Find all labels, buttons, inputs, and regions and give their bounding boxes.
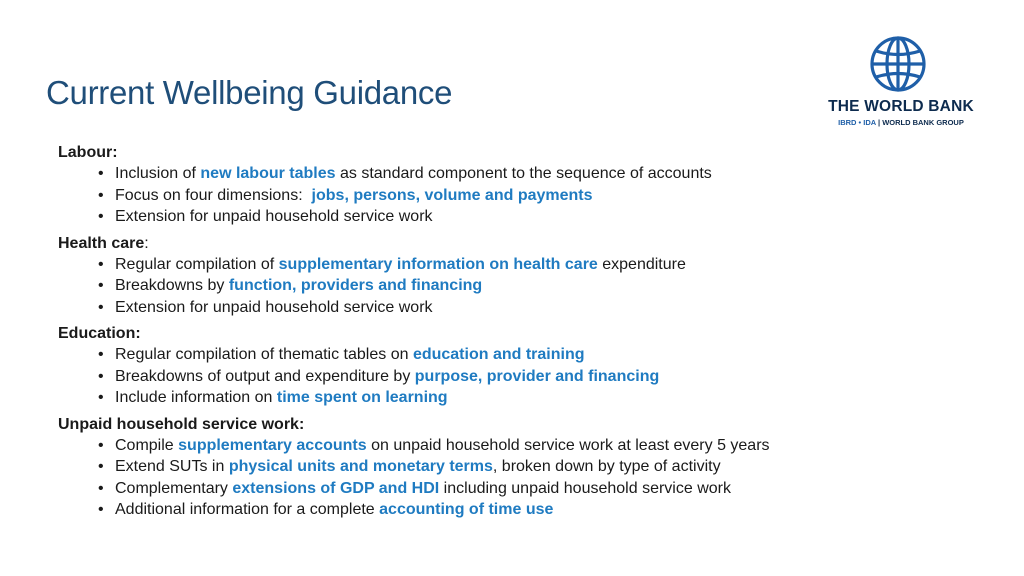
logo-sub-group: WORLD BANK GROUP — [882, 118, 964, 127]
list-item — [98, 163, 958, 185]
bullet-text: as standard component to the sequence of accounts — [335, 165, 712, 182]
bullet-highlight: extensions of GDP and HDI — [232, 479, 440, 497]
world-bank-logo — [816, 34, 986, 134]
list-item — [98, 499, 958, 521]
bullet-highlight: purpose, provider and financing — [414, 367, 660, 385]
section-heading-education — [58, 323, 958, 344]
list-item — [98, 206, 958, 228]
bullet-highlight: new labour tables — [200, 165, 336, 182]
list-item — [98, 185, 958, 207]
bullet-highlight: supplementary information on health care — [278, 255, 598, 273]
guidance-content — [58, 142, 958, 521]
bullet-highlight: accounting of time use — [379, 501, 554, 518]
bullet-highlight: education and training — [412, 346, 585, 363]
heading-colon: : — [144, 234, 149, 252]
bullet-highlight: physical units and monetary terms — [228, 458, 493, 475]
list-item — [98, 297, 958, 319]
bullet-highlight: supplementary accounts — [178, 436, 367, 454]
bullet-text: Regular compilation of thematic tables on — [115, 346, 413, 363]
heading-text: Labour: — [58, 144, 118, 161]
list-item — [98, 366, 958, 388]
list-item — [98, 478, 958, 500]
logo-subtitle — [816, 118, 986, 127]
list-item — [98, 344, 958, 366]
bullet-text: Breakdowns by — [115, 277, 229, 294]
bullet-list-labour — [58, 163, 958, 228]
bullet-text: on unpaid household service work at least every 5 years — [366, 436, 770, 454]
bullet-text: Complementary — [115, 479, 233, 497]
bullet-text: Additional information for a complete — [115, 501, 380, 518]
bullet-text: Focus on four dimensions: — [115, 186, 312, 204]
heading-text: Unpaid household service work: — [58, 415, 305, 433]
logo-wordmark: THE WORLD BANK — [828, 98, 974, 115]
bullet-text: Inclusion of — [115, 165, 201, 182]
page-title: Current Wellbeing Guidance — [46, 74, 453, 111]
section-heading-health-care — [58, 233, 958, 254]
logo-sub-ibrd: IBRD • IDA — [838, 118, 876, 127]
bullet-text: , broken down by type of activity — [492, 458, 721, 475]
list-item — [98, 254, 958, 276]
heading-text: Health care — [58, 234, 145, 252]
section-heading-unpaid-household-service-work — [58, 414, 958, 435]
bullet-list-education — [58, 344, 958, 409]
bullet-text: Include information on — [115, 389, 277, 406]
bullet-highlight: time spent on learning — [276, 389, 448, 406]
globe-icon — [868, 34, 928, 94]
bullet-text: including unpaid household service work — [439, 479, 731, 497]
heading-text: Education: — [58, 325, 141, 342]
bullet-text: Regular compilation of — [115, 255, 279, 273]
bullet-list-health-care — [58, 254, 958, 319]
bullet-text: Extension for unpaid household service work — [115, 298, 433, 316]
logo-sub-separator: | — [875, 118, 883, 127]
list-item — [98, 275, 958, 297]
list-item — [98, 435, 958, 457]
bullet-text: Compile — [115, 436, 179, 454]
bullet-list-unpaid-household-service-work — [58, 435, 958, 521]
bullet-highlight: function, providers and financing — [228, 277, 483, 294]
bullet-text: Breakdowns of output and expenditure by — [115, 367, 415, 385]
section-heading-labour — [58, 142, 958, 163]
bullet-text: Extend SUTs in — [115, 458, 229, 475]
bullet-text: Extension for unpaid household service work — [115, 208, 433, 225]
bullet-text: expenditure — [597, 255, 686, 273]
list-item — [98, 456, 958, 478]
bullet-highlight: jobs, persons, volume and payments — [311, 186, 593, 204]
list-item — [98, 387, 958, 409]
